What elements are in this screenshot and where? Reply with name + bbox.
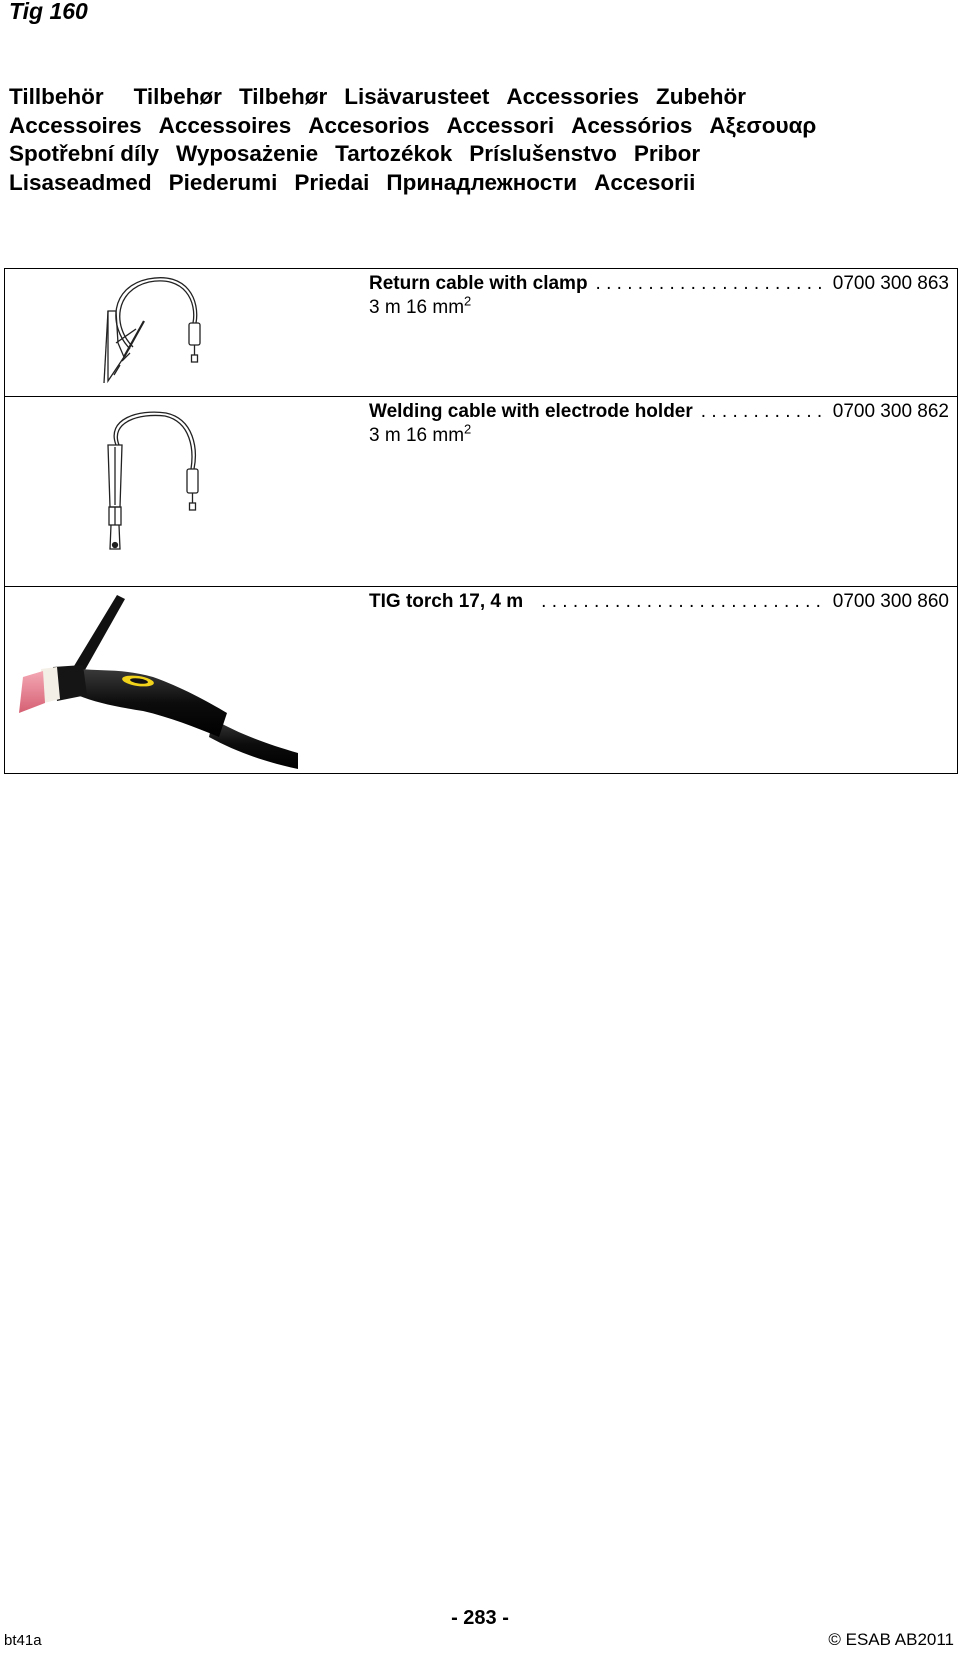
description-line — [369, 400, 949, 424]
heading-word: Accessori — [446, 112, 555, 138]
document-code: bt41a — [4, 1632, 42, 1649]
dot-leader — [701, 400, 827, 424]
heading-word: Lisaseadmed — [9, 169, 152, 195]
heading-word: Accesorii — [594, 169, 696, 195]
heading-word: Tillbehör — [9, 84, 104, 109]
spec-text: 3 m 16 mm — [369, 297, 465, 318]
part-name: Return cable with clamp — [369, 273, 588, 294]
heading-word: Tilbehør — [133, 84, 222, 109]
heading-word: Zubehör — [655, 84, 746, 109]
page-number: - 283 - — [451, 1607, 509, 1629]
spec-superscript: 2 — [464, 293, 472, 309]
heading-word: Αξεσουαρ — [709, 112, 817, 138]
description-line — [369, 272, 949, 296]
document-title: Tig 160 — [9, 0, 88, 24]
return-cable-clamp-icon — [100, 271, 230, 393]
heading-word: Accessoires — [158, 112, 292, 138]
tig-torch-icon — [13, 591, 298, 771]
electrode-holder-cable-icon — [98, 409, 228, 579]
part-number: 0700 300 862 — [832, 401, 949, 422]
accessory-text — [369, 590, 949, 614]
dot-leader — [541, 590, 827, 614]
part-name: Welding cable with electrode holder — [369, 401, 693, 422]
spec-line — [369, 421, 949, 448]
accessory-text — [369, 272, 949, 320]
heading-line-1 — [9, 83, 949, 112]
part-name: TIG torch 17, 4 m — [369, 591, 524, 612]
description-line — [369, 590, 949, 614]
accessory-text — [369, 400, 949, 448]
part-number: 0700 300 863 — [832, 273, 949, 294]
part-number: 0700 300 860 — [832, 591, 949, 612]
accessory-row-tig-torch — [5, 587, 957, 773]
heading-word: Accessoires — [9, 112, 142, 138]
heading-line-4 — [9, 169, 949, 198]
accessory-row-return-cable — [5, 269, 957, 397]
accessory-row-welding-cable — [5, 397, 957, 587]
heading-word: Принадлежности — [386, 169, 578, 195]
heading-word: Piederumi — [168, 169, 278, 195]
spec-superscript: 2 — [464, 421, 472, 437]
heading-word: Acessórios — [571, 112, 693, 138]
heading-word: Tilbehør — [238, 84, 328, 109]
copyright-notice: © ESAB AB2011 — [828, 1630, 954, 1649]
dot-leader — [596, 272, 827, 296]
accessories-heading — [9, 83, 949, 197]
heading-word: Príslušenstvo — [469, 141, 617, 166]
heading-line-2 — [9, 112, 949, 141]
heading-word: Tartozékok — [335, 141, 453, 166]
heading-line-3 — [9, 140, 949, 169]
heading-word: Priedai — [294, 169, 370, 195]
heading-word: Lisävarusteet — [344, 84, 490, 109]
spec-text: 3 m 16 mm — [369, 425, 465, 446]
spec-line — [369, 293, 949, 320]
accessories-table — [4, 268, 958, 774]
heading-word: Accesorios — [308, 112, 430, 138]
heading-word: Pribor — [633, 141, 701, 166]
heading-word: Accessories — [506, 84, 639, 109]
heading-word: Wyposażenie — [176, 141, 319, 166]
heading-word: Spotřební díly — [9, 141, 160, 166]
